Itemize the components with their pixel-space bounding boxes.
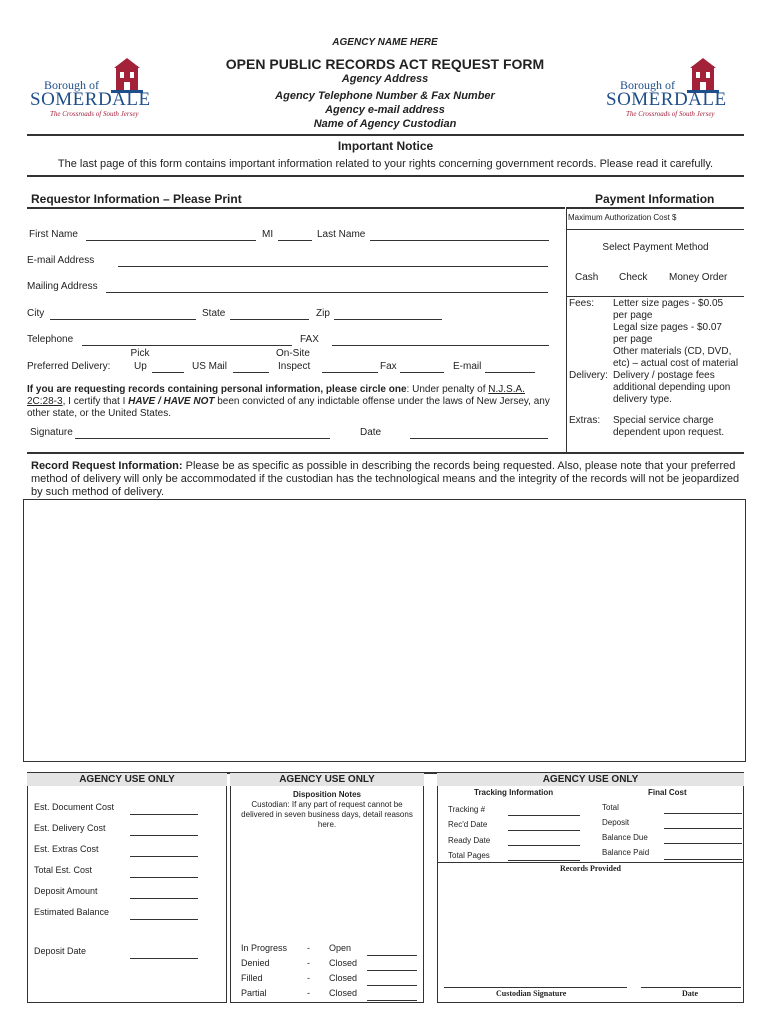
select-payment-label: Select Payment Method [602,242,709,253]
cert-njsa: N.J.S.A. [488,384,525,395]
est-doc-field[interactable] [130,814,198,815]
notice-heading: Important Notice [337,139,434,153]
onsite-option[interactable] [322,372,378,373]
total-field[interactable] [664,813,742,814]
in-progress-label[interactable]: In Progress [241,943,288,953]
record-request-instructions [31,460,743,499]
extras-line: Special service charge [613,415,714,426]
est-delivery-field[interactable] [130,835,198,836]
deposit-amount-field[interactable] [130,898,198,899]
record-request-text: Please be as specific as possible in describing the records being requested. Also, please note that your preferred method of delivery will only be accommodated if the custodian has the technological means and the integrity of the records will not be jeopardized by such method of delivery. [31,460,740,498]
date-label: Date [360,427,382,438]
email-label: E-mail Address [27,255,95,266]
custodian-date-field[interactable] [641,987,741,988]
agency-col3-header: AGENCY USE ONLY [437,773,744,786]
fees-label: Fees: [569,298,595,309]
dash: - [307,973,310,983]
cash-option[interactable]: Cash [575,272,599,283]
logo-line1: Borough of [620,78,675,92]
total-pages-label: Total Pages [448,851,490,860]
closed-field[interactable] [367,1000,417,1001]
agency-email: Agency e-mail address [325,104,445,116]
recd-date-label: Rec'd Date [448,820,488,829]
cert-have[interactable]: HAVE / HAVE NOT [128,396,215,407]
signature-field[interactable] [75,438,330,439]
money-order-option[interactable]: Money Order [669,272,728,283]
logo-tagline: The Crossroads of South Jersey [50,110,139,118]
records-provided-label: Records Provided [560,864,621,873]
fees-line: Other materials (CD, DVD, [613,346,732,357]
logo-tagline: The Crossroads of South Jersey [626,110,715,118]
usmail-option[interactable] [233,372,269,373]
custodian-signature-label: Custodian Signature [496,989,567,998]
ready-date-field[interactable] [508,845,580,846]
dash: - [307,958,310,968]
custodian-date-label: Date [682,989,698,998]
pickup-label-1: Pick [130,348,150,359]
closed-label[interactable]: Closed [329,988,358,998]
disposition-text: Custodian: If any part of request cannot be delivered in seven business days, detail reasons here. [241,800,413,829]
total-est-field[interactable] [130,877,198,878]
mi-field[interactable] [278,240,312,241]
tracking-heading: Tracking Information [474,788,554,797]
agency-col3 [437,786,744,1003]
agency-custodian: Name of Agency Custodian [313,118,457,130]
fees-line: per page [613,334,653,345]
agency-address: Agency Address [341,73,429,85]
agency-col2 [230,786,424,1003]
deposit-label: Deposit [602,818,630,827]
closed-field[interactable] [367,985,417,986]
record-request-bold: Record Request Information: [31,460,183,472]
total-label: Total [602,803,619,812]
filled-label[interactable]: Filled [241,973,263,983]
record-request-textarea[interactable] [23,499,746,762]
closed-field[interactable] [367,970,417,971]
est-balance-label: Estimated Balance [34,907,110,917]
disposition-heading: Disposition Notes [292,790,361,799]
fees-line: etc) – actual cost of material [613,358,739,369]
est-doc-label: Est. Document Cost [34,802,115,812]
extras-text [613,415,745,439]
fees-line: per page [613,310,653,321]
est-extras-label: Est. Extras Cost [34,844,99,854]
agency-name: AGENCY NAME HERE [332,37,438,48]
fees-line: Legal size pages - $0.07 [613,322,722,333]
est-delivery-label: Est. Delivery Cost [34,823,106,833]
city-label: City [27,308,45,319]
zip-field[interactable] [334,319,442,320]
notice-text: The last page of this form contains important information related to your rights concerning government records. Please read it carefully. [57,158,714,170]
fax-option-label: Fax [380,361,397,372]
closed-label[interactable]: Closed [329,973,358,983]
dash: - [307,943,310,953]
partial-label[interactable]: Partial [241,988,267,998]
total-est-label: Total Est. Cost [34,865,93,875]
final-cost-heading: Final Cost [648,788,687,797]
city-field[interactable] [50,319,196,320]
preferred-delivery-label: Preferred Delivery: [27,361,111,372]
denied-label[interactable]: Denied [241,958,270,968]
logo-line2: SOMERDALE [606,89,727,110]
dash: - [307,988,310,998]
max-auth-rule [567,229,744,230]
last-name-label: Last Name [317,229,366,240]
open-label[interactable]: Open [329,943,352,953]
pickup-label-2: Up [134,361,147,372]
records-provided-rule [438,862,743,863]
zip-label: Zip [316,308,330,319]
cert-c: , I certify that I [62,396,129,407]
logo-line2: SOMERDALE [30,89,151,110]
deposit-field[interactable] [664,828,742,829]
balance-paid-label: Balance Paid [602,848,650,857]
mailing-field[interactable] [106,292,548,293]
requestor-heading: Requestor Information – Please Print [31,192,242,206]
tracking-no-field[interactable] [508,815,580,816]
certification-text [27,384,552,420]
state-field[interactable] [230,319,309,320]
fees-line: Letter size pages - $0.05 [613,298,724,309]
payment-rule [567,296,744,297]
onsite-label-2: Inspect [278,361,311,372]
fees-text [613,298,745,370]
telephone-field[interactable] [82,345,292,346]
deposit-date-label: Deposit Date [34,946,87,956]
delivery-text [613,370,745,406]
agency-col1 [27,786,227,1003]
open-field[interactable] [367,955,417,956]
est-balance-field[interactable] [130,919,198,920]
email-field[interactable] [118,266,548,267]
fax-option[interactable] [400,372,444,373]
cert-b: 2C:28-3 [27,396,63,407]
email-option[interactable] [485,372,535,373]
cert-a: : Under penalty of [406,384,489,395]
mi-label: MI [262,229,274,240]
fax-label: FAX [300,334,319,345]
fax-field[interactable] [332,345,549,346]
tracking-no-label: Tracking # [448,805,486,814]
deposit-date-field[interactable] [130,958,198,959]
est-extras-field[interactable] [130,856,198,857]
section-rule [27,452,744,454]
extras-line: dependent upon request. [613,427,725,438]
agency-col1-header: AGENCY USE ONLY [27,773,227,786]
first-name-label: First Name [29,229,78,240]
onsite-label-1: On-Site [276,348,310,359]
delivery-line: Delivery / postage fees [613,370,715,381]
important-notice [27,134,744,177]
balance-paid-field[interactable] [664,859,742,860]
check-option[interactable]: Check [619,272,648,283]
agency-col2-header: AGENCY USE ONLY [230,773,424,786]
max-auth-label: Maximum Authorization Cost $ [568,213,677,222]
state-label: State [202,308,226,319]
ready-date-label: Ready Date [448,836,491,845]
closed-label[interactable]: Closed [329,958,358,968]
requestor-rule [27,207,565,209]
cert-d: been convicted of any indictable offense under the laws of New Jersey, any other state, or the United States. [27,396,550,419]
payment-heading: Payment Information [595,192,715,206]
borough-logo-right [604,56,734,122]
form-title: OPEN PUBLIC RECORDS ACT REQUEST FORM [225,56,545,72]
first-name-field[interactable] [86,240,256,241]
total-pages-field[interactable] [508,860,580,861]
delivery-line: delivery type. [613,394,672,405]
date-field[interactable] [410,438,548,439]
deposit-amount-label: Deposit Amount [34,886,98,896]
recd-date-field[interactable] [508,830,580,831]
balance-due-field[interactable] [664,843,742,844]
custodian-signature-field[interactable] [444,987,627,988]
balance-due-label: Balance Due [602,833,648,842]
borough-logo-left [28,56,158,122]
delivery-line: additional depending upon [613,382,731,393]
agency-phone-fax: Agency Telephone Number & Fax Number [275,90,495,102]
telephone-label: Telephone [27,334,74,345]
signature-label: Signature [30,427,73,438]
extras-label: Extras: [569,415,601,426]
logo-line1: Borough of [44,78,99,92]
last-name-field[interactable] [370,240,549,241]
payment-box [566,207,744,453]
usmail-label: US Mail [192,361,228,372]
cert-bold: If you are requesting records containing personal information, please circle one [27,384,407,395]
delivery-label: Delivery: [569,370,608,381]
email-option-label: E-mail [453,361,482,372]
mailing-label: Mailing Address [27,281,98,292]
pickup-option[interactable] [152,372,184,373]
